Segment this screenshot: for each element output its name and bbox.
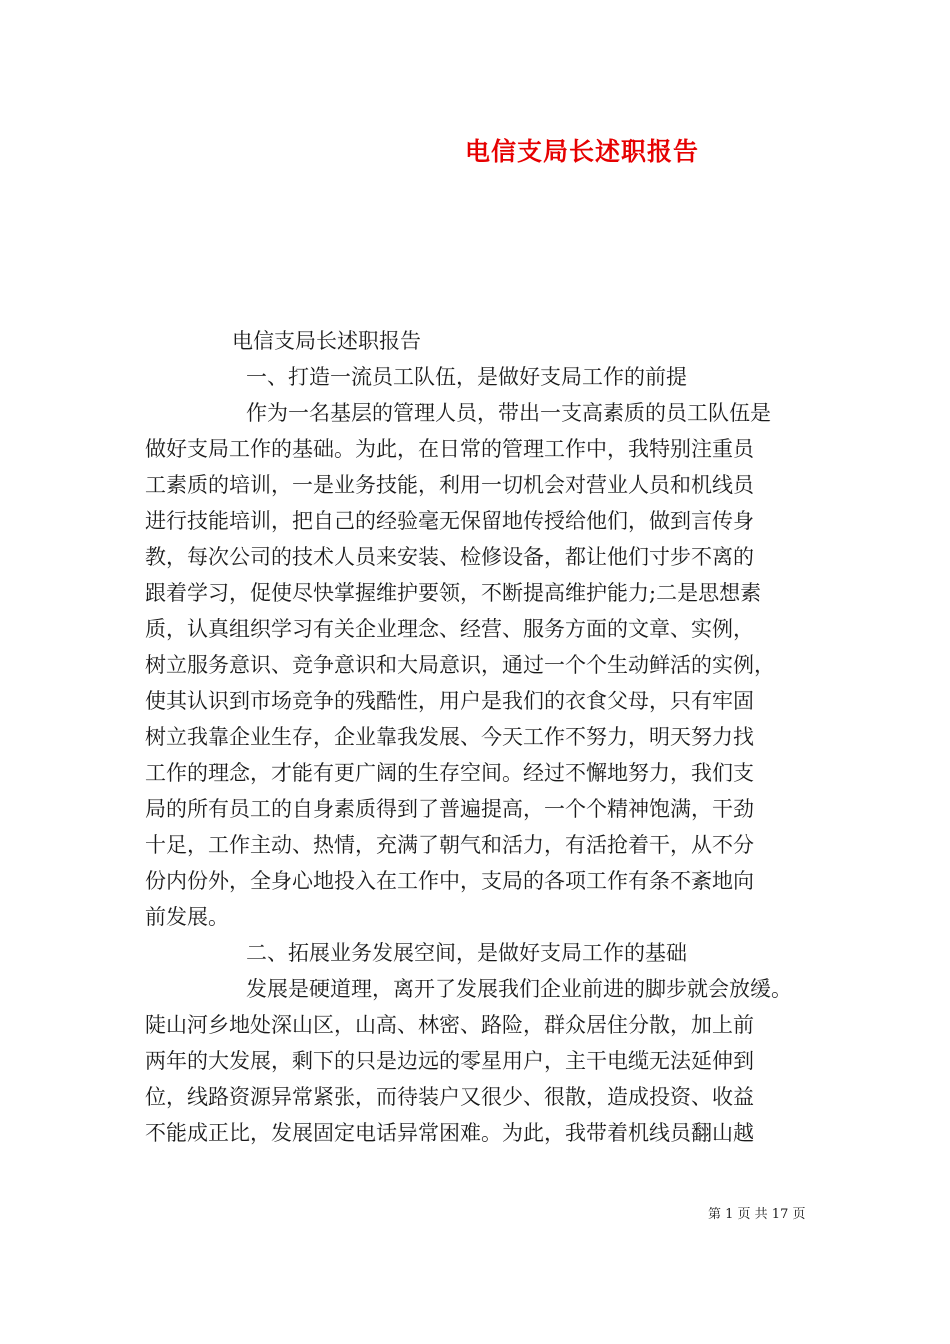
paragraph-line: 工素质的培训，一是业务技能，利用一切机会对营业人员和机线员: [145, 473, 754, 497]
paragraph-line: 做好支局工作的基础。为此，在日常的管理工作中，我特别注重员: [145, 437, 754, 461]
paragraph-line: 十足，工作主动、热情，充满了朝气和活力，有活抢着干，从不分: [145, 833, 754, 857]
paragraph-line: 两年的大发展，剩下的只是边远的零星用户，主干电缆无法延伸到: [145, 1049, 754, 1073]
paragraph-line: 质，认真组织学习有关企业理念、经营、服务方面的文章、实例，: [145, 617, 754, 641]
paragraph-line: 使其认识到市场竞争的残酷性，用户是我们的衣食父母，只有牢固: [145, 689, 754, 713]
section-heading-1: 一、打造一流员工队伍，是做好支局工作的前提: [246, 365, 687, 389]
paragraph-line: 不能成正比，发展固定电话异常困难。为此，我带着机线员翻山越: [145, 1121, 754, 1145]
section-heading-2: 二、拓展业务发展空间，是做好支局工作的基础: [246, 941, 687, 965]
page-number-footer: 第 1 页 共 17 页: [708, 1207, 806, 1222]
paragraph-line: 份内份外，全身心地投入在工作中，支局的各项工作有条不紊地向: [145, 869, 754, 893]
paragraph-line: 陡山河乡地处深山区，山高、林密、路险，群众居住分散，加上前: [145, 1013, 754, 1037]
paragraph-line: 工作的理念，才能有更广阔的生存空间。经过不懈地努力，我们支: [145, 761, 754, 785]
paragraph-line: 位，线路资源异常紧张，而待装户又很少、很散，造成投资、收益: [145, 1085, 754, 1109]
paragraph-line: 教，每次公司的技术人员来安装、检修设备，都让他们寸步不离的: [145, 545, 754, 569]
heading-repeat: 电信支局长述职报告: [232, 329, 421, 353]
paragraph-line: 前发展。: [145, 905, 229, 929]
paragraph-line: 树立我靠企业生存，企业靠我发展、今天工作不努力，明天努力找: [145, 725, 754, 749]
paragraph-line: 进行技能培训，把自己的经验毫无保留地传授给他们，做到言传身: [145, 509, 754, 533]
paragraph-line: 作为一名基层的管理人员，带出一支高素质的员工队伍是: [246, 401, 771, 425]
paragraph-line: 局的所有员工的自身素质得到了普遍提高，一个个精神饱满，干劲: [145, 797, 754, 821]
page-title: 电信支局长述职报告: [464, 137, 699, 166]
paragraph-line: 发展是硬道理，离开了发展我们企业前进的脚步就会放缓。: [246, 977, 792, 1001]
paragraph-line: 跟着学习，促使尽快掌握维护要领，不断提高维护能力;二是思想素: [145, 581, 762, 605]
paragraph-line: 树立服务意识、竞争意识和大局意识，通过一个个生动鲜活的实例，: [145, 653, 775, 677]
